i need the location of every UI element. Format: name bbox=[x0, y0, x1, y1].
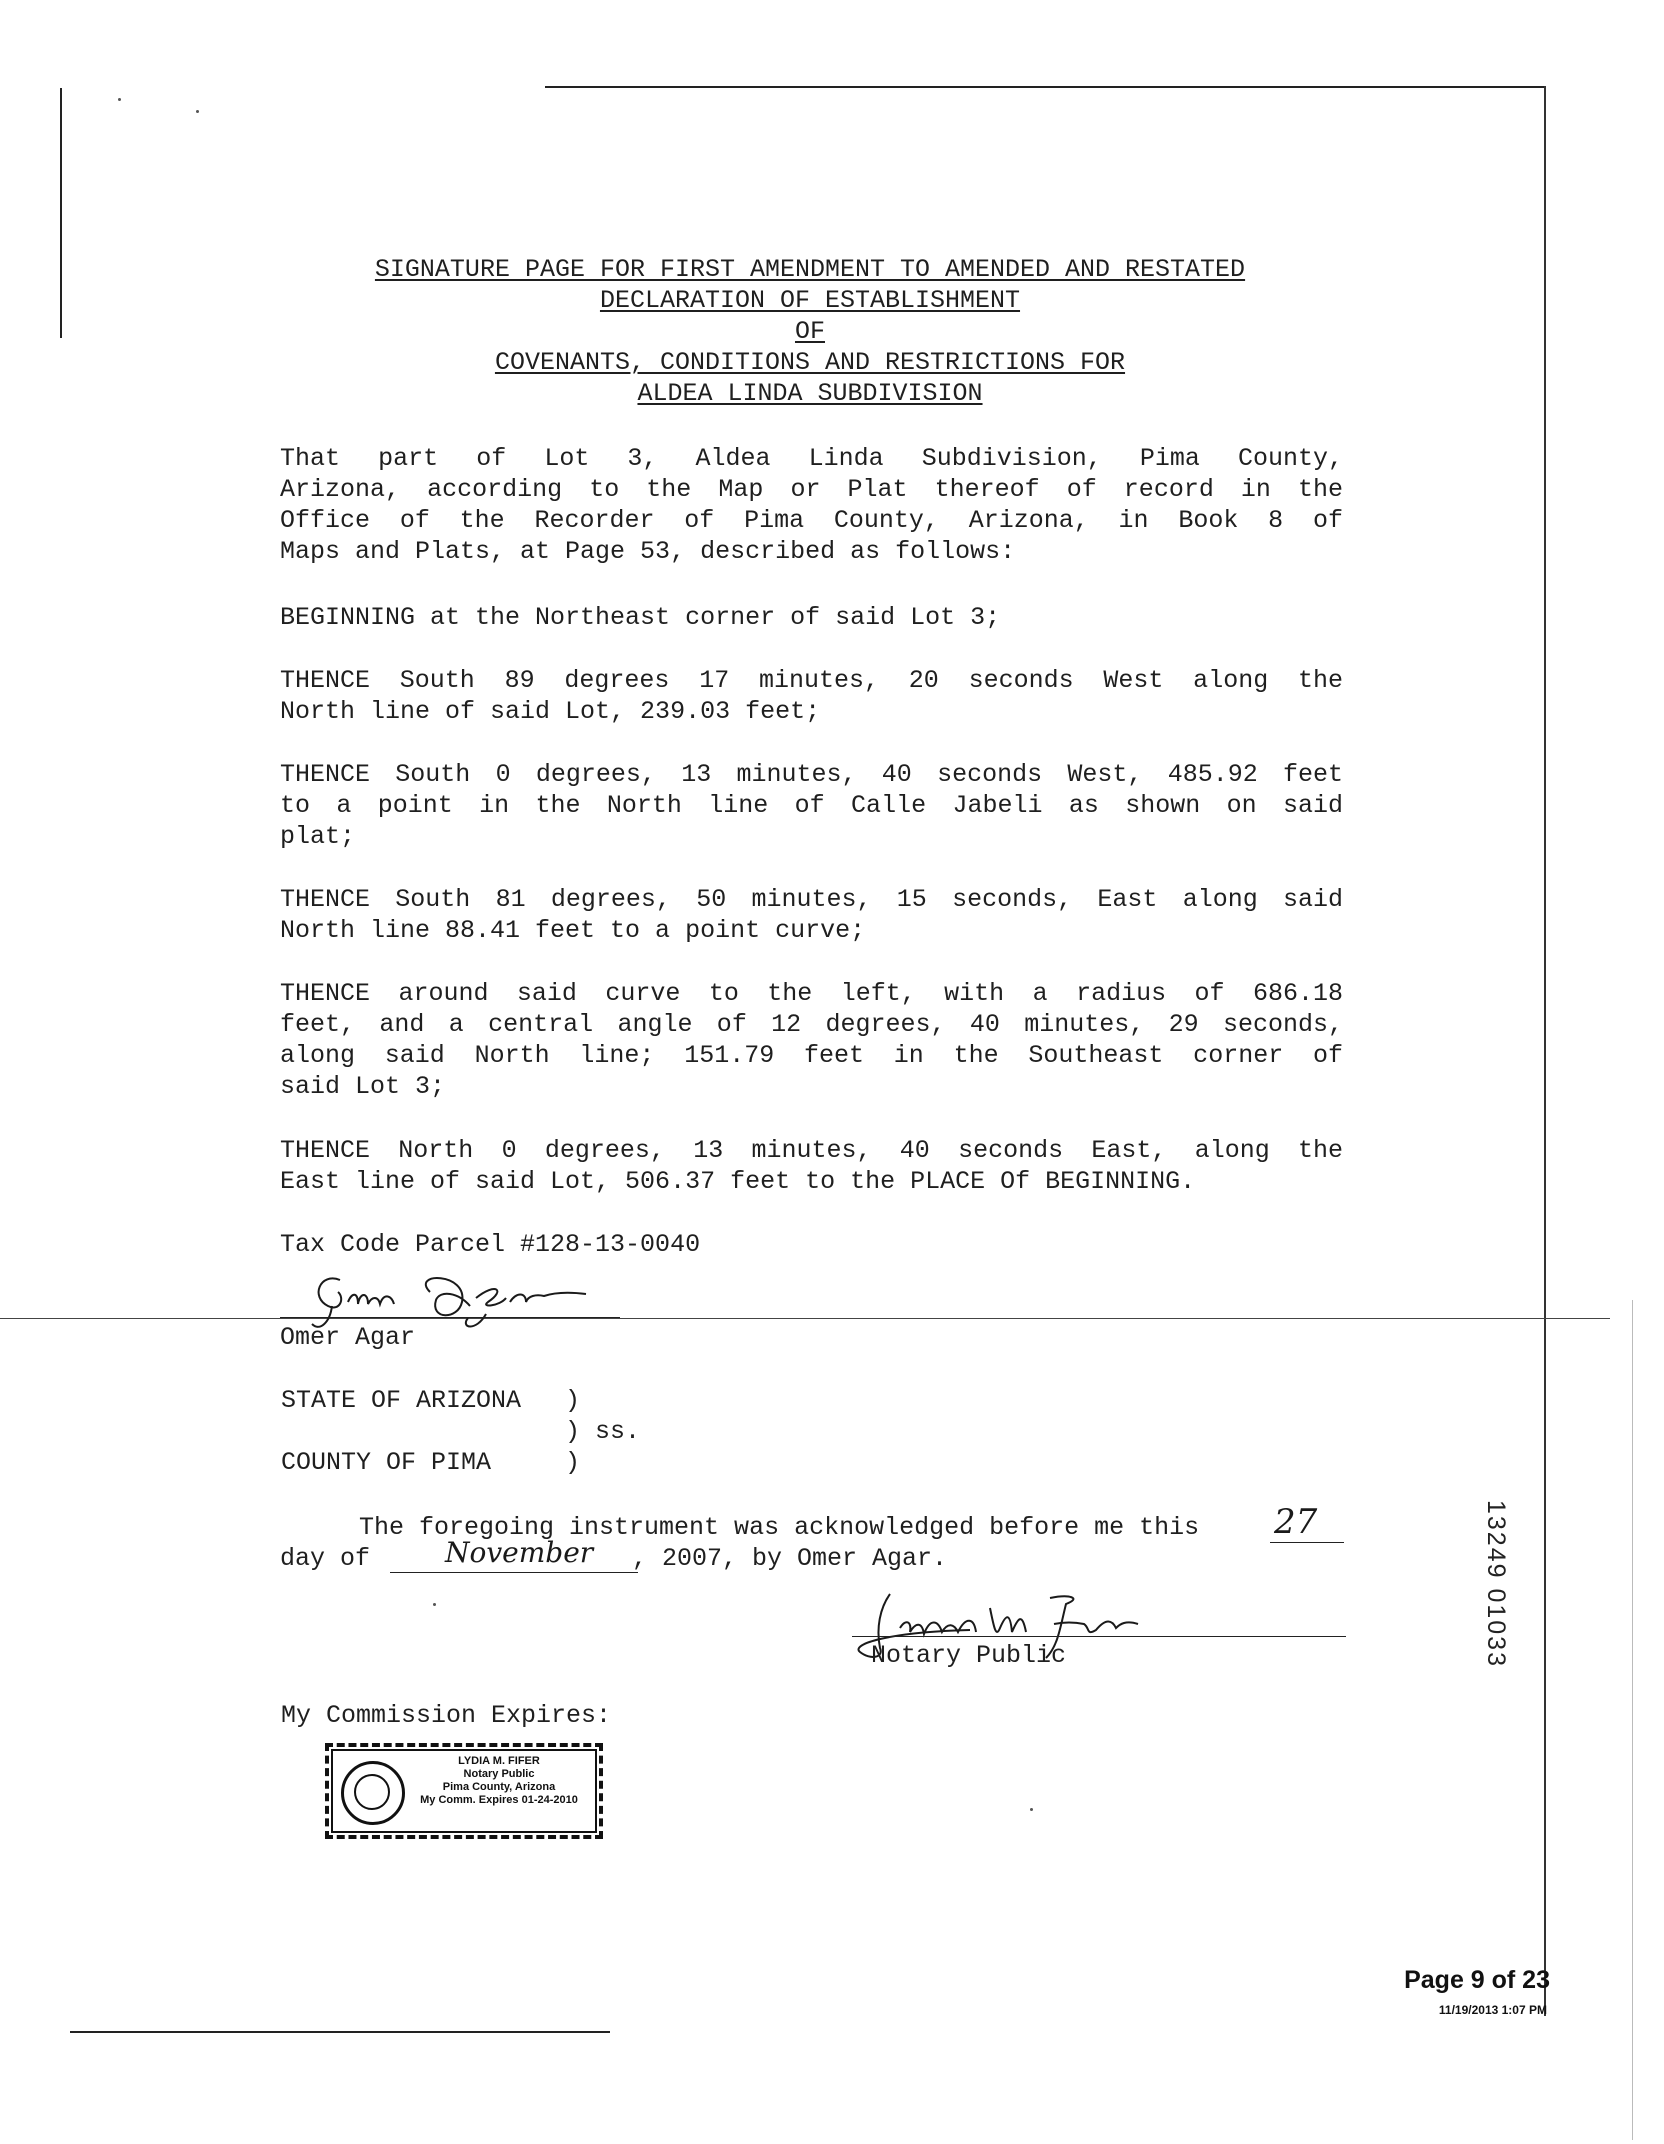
notary-signature-line bbox=[852, 1636, 1346, 1637]
title-line-3: OF bbox=[794, 317, 825, 346]
notary-public-label: Notary Public bbox=[871, 1641, 1067, 1670]
month-underline bbox=[390, 1572, 638, 1573]
course-line: THENCE South 81 degrees, 50 minutes, 15 seconds, East along said bbox=[280, 885, 1343, 914]
right-edge-line bbox=[1632, 1300, 1633, 2140]
page-number: Page 9 of 23 bbox=[1404, 1966, 1550, 1994]
stamp-line: LYDIA M. FIFER bbox=[458, 1755, 540, 1767]
bottom-left-line bbox=[70, 2031, 610, 2033]
day-underline bbox=[1270, 1542, 1344, 1543]
document-title bbox=[280, 254, 1340, 409]
intro-line: Maps and Plats, at Page 53, described as follows: bbox=[280, 537, 1016, 566]
title-line-2: DECLARATION OF ESTABLISHMENT bbox=[599, 286, 1021, 315]
owner-signature-line bbox=[280, 1317, 620, 1318]
acknowledgment-day: 27 bbox=[1274, 1502, 1318, 1542]
margin-record-number-text: 13249 01033 bbox=[1482, 1500, 1510, 1668]
commission-expires-label: My Commission Expires: bbox=[281, 1701, 612, 1730]
intro-line: That part of Lot 3, Aldea Linda Subdivision, Pima County, bbox=[280, 444, 1343, 473]
notary-seal-icon bbox=[341, 1761, 405, 1825]
left-margin-line bbox=[60, 88, 62, 338]
course-line: feet, and a central angle of 12 degrees, 40 minutes, 29 seconds, bbox=[280, 1010, 1343, 1039]
stamp-text bbox=[409, 1755, 589, 1807]
beginning-paragraph bbox=[280, 602, 1343, 633]
title-line-5: ALDEA LINDA SUBDIVISION bbox=[637, 379, 983, 408]
stamp-line: My Comm. Expires 01-24-2010 bbox=[420, 1794, 578, 1806]
course-line: North line 88.41 feet to a point curve; bbox=[280, 916, 866, 945]
course-paragraph bbox=[280, 978, 1343, 1102]
venue-state: STATE OF ARIZONA bbox=[281, 1386, 522, 1415]
scan-speck bbox=[433, 1603, 436, 1606]
stamp-line: Pima County, Arizona bbox=[442, 1781, 556, 1793]
venue-ss: ) ss. bbox=[565, 1417, 641, 1446]
scan-speck bbox=[118, 98, 121, 101]
owner-printed-name: Omer Agar bbox=[280, 1323, 416, 1352]
course-line: THENCE around said curve to the left, with a radius of 686.18 bbox=[280, 979, 1343, 1008]
course-paragraph bbox=[280, 884, 1343, 946]
margin-record-number bbox=[1480, 1500, 1520, 1740]
fold-line bbox=[0, 1318, 1610, 1319]
course-line: said Lot 3; bbox=[280, 1072, 446, 1101]
course-paragraph bbox=[280, 1135, 1343, 1197]
beginning-line: BEGINNING at the Northeast corner of said Lot 3; bbox=[280, 603, 1001, 632]
scan-speck bbox=[196, 110, 199, 113]
top-border-line bbox=[545, 86, 1545, 88]
stamp-line: Notary Public bbox=[463, 1768, 535, 1780]
course-line: THENCE South 89 degrees 17 minutes, 20 seconds West along the bbox=[280, 666, 1343, 695]
intro-line: Office of the Recorder of Pima County, Arizona, in Book 8 of bbox=[280, 506, 1343, 535]
course-line: to a point in the North line of Calle Jabeli as shown on said bbox=[280, 791, 1343, 820]
venue-county: COUNTY OF PIMA bbox=[281, 1448, 492, 1477]
course-paragraph bbox=[280, 759, 1343, 852]
acknowledgment-day-of: day of bbox=[280, 1544, 371, 1573]
title-line-4: COVENANTS, CONDITIONS AND RESTRICTIONS FOR bbox=[494, 348, 1126, 377]
page-timestamp: 11/19/2013 1:07 PM bbox=[1438, 2003, 1547, 2017]
venue-state-paren: ) bbox=[565, 1386, 581, 1415]
course-line: THENCE North 0 degrees, 13 minutes, 40 seconds East, along the bbox=[280, 1136, 1343, 1165]
notary-stamp bbox=[325, 1743, 603, 1839]
acknowledgment-year-by: , 2007, by Omer Agar. bbox=[632, 1544, 948, 1573]
title-line-1: SIGNATURE PAGE FOR FIRST AMENDMENT TO AMENDED AND RESTATED bbox=[374, 255, 1246, 284]
acknowledgment-line-1: The foregoing instrument was acknowledged before me this bbox=[359, 1513, 1200, 1542]
course-line: THENCE South 0 degrees, 13 minutes, 40 seconds West, 485.92 feet bbox=[280, 760, 1343, 789]
right-border-line bbox=[1544, 86, 1546, 2016]
course-line: North line of said Lot, 239.03 feet; bbox=[280, 697, 821, 726]
intro-paragraph bbox=[280, 443, 1343, 567]
intro-line: Arizona, according to the Map or Plat thereof of record in the bbox=[280, 475, 1343, 504]
acknowledgment-month: November bbox=[445, 1536, 594, 1569]
course-paragraph bbox=[280, 665, 1343, 727]
course-line: East line of said Lot, 506.37 feet to the PLACE Of BEGINNING. bbox=[280, 1167, 1196, 1196]
scan-speck bbox=[1030, 1808, 1033, 1811]
venue-county-paren: ) bbox=[565, 1448, 581, 1477]
tax-code-parcel: Tax Code Parcel #128-13-0040 bbox=[280, 1230, 701, 1259]
course-line: plat; bbox=[280, 822, 356, 851]
course-line: along said North line; 151.79 feet in the Southeast corner of bbox=[280, 1041, 1343, 1070]
